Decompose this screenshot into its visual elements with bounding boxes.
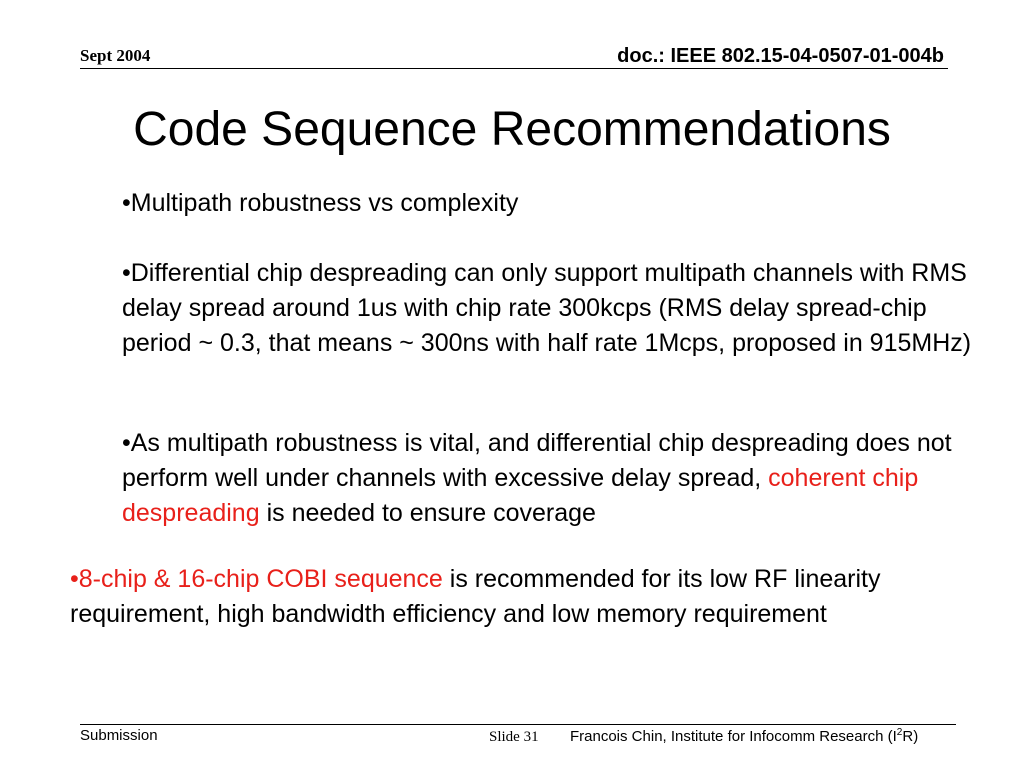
footer-slide-number: Slide 31 bbox=[489, 729, 539, 745]
footer-author bbox=[570, 727, 918, 745]
bullet-cobi-recommendation bbox=[70, 562, 970, 632]
footer-author-text: Francois Chin, Institute for Infocomm Research (I bbox=[570, 728, 897, 745]
bullet-differential-despreading bbox=[122, 256, 982, 361]
bullet-text: •Differential chip despreading can only support multipath channels with RMS delay spread around 1us with chip rate 300kcps (RMS delay spread-chip period ~ 0.3, that means ~ 300ns with half rate 1Mcps, proposed in 915MHz) bbox=[122, 259, 972, 357]
footer-divider bbox=[80, 724, 956, 725]
footer-author-superscript: 2 bbox=[896, 727, 903, 738]
bullet-text: is recommended for its low RF linearity requirement, high bandwidth efficiency and low memory requirement bbox=[70, 565, 881, 628]
header-doc-id: doc.: IEEE 802.15-04-0507-01-004b bbox=[617, 45, 944, 67]
footer-submission: Submission bbox=[80, 727, 158, 744]
slide-title: Code Sequence Recommendations bbox=[133, 103, 891, 156]
bullet-text: •Multipath robustness vs complexity bbox=[122, 189, 519, 217]
header-date: Sept 2004 bbox=[80, 46, 151, 65]
bullet-text: is needed to ensure coverage bbox=[259, 499, 596, 527]
header-divider bbox=[80, 68, 948, 69]
bullet-highlight: coherent chip despreading bbox=[122, 464, 919, 527]
bullet-highlight: •8-chip & 16-chip COBI sequence bbox=[70, 565, 443, 593]
bullet-text: •As multipath robustness is vital, and differential chip despreading does not perform well under channels with excessive delay spread, bbox=[122, 429, 952, 492]
bullet-multipath-complexity bbox=[122, 186, 982, 221]
bullet-coherent-despreading bbox=[122, 426, 982, 531]
footer-author-text-end: R) bbox=[902, 728, 919, 745]
